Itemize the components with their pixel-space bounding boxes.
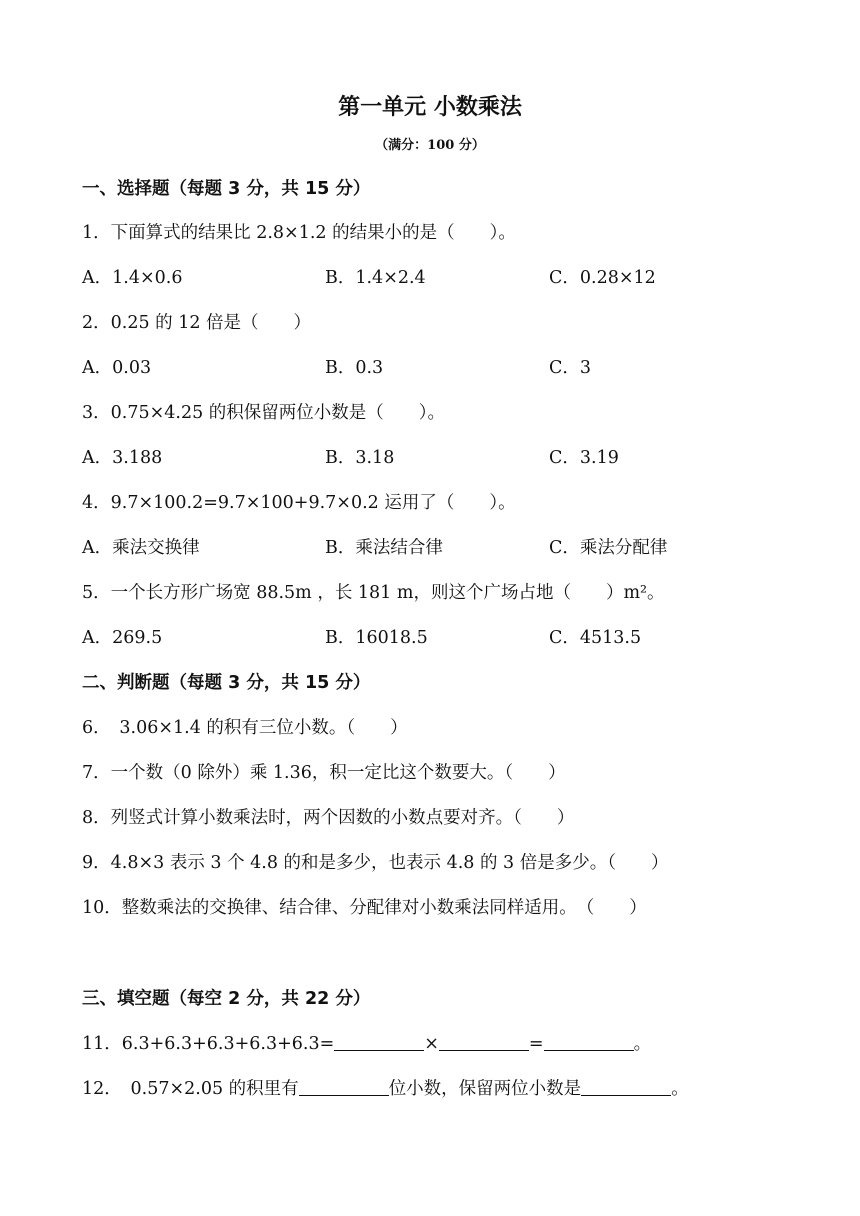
question-9: 9．4.8×3 表示 3 个 4.8 的和是多少，也表示 4.8 的 3 倍是多少。（ ） — [82, 853, 669, 873]
question-1-option-c: C．0.28×12 — [549, 268, 656, 288]
question-3-option-c: C．3.19 — [549, 448, 619, 468]
answer-blank[interactable] — [544, 1034, 634, 1051]
question-12-mid: 位小数，保留两位小数是 — [388, 1079, 582, 1099]
question-2-option-c: C．3 — [549, 358, 592, 378]
question-5-option-c: C．4513.5 — [549, 628, 642, 648]
page-title: 第一单元 小数乘法 — [338, 95, 522, 120]
section-heading-fill: 三、填空题（每空 2 分，共 22 分） — [82, 989, 371, 1009]
question-4: 4．9.7×100.2=9.7×100+9.7×0.2 运用了（ ）。 — [82, 493, 516, 513]
question-4-option-b: B．乘法结合律 — [325, 538, 443, 558]
question-11-times: × — [424, 1034, 439, 1054]
answer-blank[interactable] — [581, 1079, 671, 1096]
question-7: 7．一个数（0 除外）乘 1.36，积一定比这个数要大。（ ） — [82, 763, 566, 783]
question-4-option-c: C．乘法分配律 — [549, 538, 668, 558]
question-1: 1．下面算式的结果比 2.8×1.2 的结果小的是（ ）。 — [82, 223, 516, 243]
question-2-option-a: A．0.03 — [82, 358, 152, 378]
question-11-suffix: 。 — [633, 1034, 652, 1054]
question-12-suffix: 。 — [671, 1079, 689, 1099]
question-5-option-b: B．16018.5 — [325, 628, 428, 648]
section-heading-judge: 二、判断题（每题 3 分，共 15 分） — [82, 673, 371, 693]
question-12 — [82, 1075, 689, 1100]
question-8: 8．列竖式计算小数乘法时，两个因数的小数点要对齐。（ ） — [82, 808, 575, 828]
answer-blank[interactable] — [439, 1034, 529, 1051]
question-5: 5．一个长方形广场宽 88.5m ，长 181 m，则这个广场占地（ ）m²。 — [82, 583, 665, 603]
question-1-option-a: A．1.4×0.6 — [82, 268, 183, 288]
question-2-option-b: B．0.3 — [325, 358, 384, 378]
answer-blank[interactable] — [334, 1034, 424, 1051]
question-1-option-b: B．1.4×2.4 — [325, 268, 426, 288]
question-10: 10．整数乘法的交换律、结合律、分配律对小数乘法同样适用。 （ ） — [82, 898, 647, 918]
answer-blank[interactable] — [299, 1079, 389, 1096]
question-11 — [82, 1030, 651, 1055]
question-12-prefix: 12． 0.57×2.05 的积里有 — [82, 1079, 299, 1099]
question-11-prefix: 11．6.3+6.3+6.3+6.3+6.3= — [82, 1034, 335, 1054]
question-4-option-a: A．乘法交换律 — [82, 538, 200, 558]
question-3: 3．0.75×4.25 的积保留两位小数是（ ）。 — [82, 403, 446, 423]
question-2: 2．0.25 的 12 倍是（ ） — [82, 313, 312, 333]
question-11-equals: = — [528, 1034, 544, 1054]
question-5-option-a: A．269.5 — [82, 628, 163, 648]
section-heading-choice: 一、选择题（每题 3 分，共 15 分） — [82, 179, 371, 199]
score-subtitle: （满分：100 分） — [375, 138, 485, 153]
question-6: 6． 3.06×1.4 的积有三位小数。（ ） — [82, 718, 408, 738]
question-3-option-a: A．3.188 — [82, 448, 163, 468]
question-3-option-b: B．3.18 — [325, 448, 395, 468]
